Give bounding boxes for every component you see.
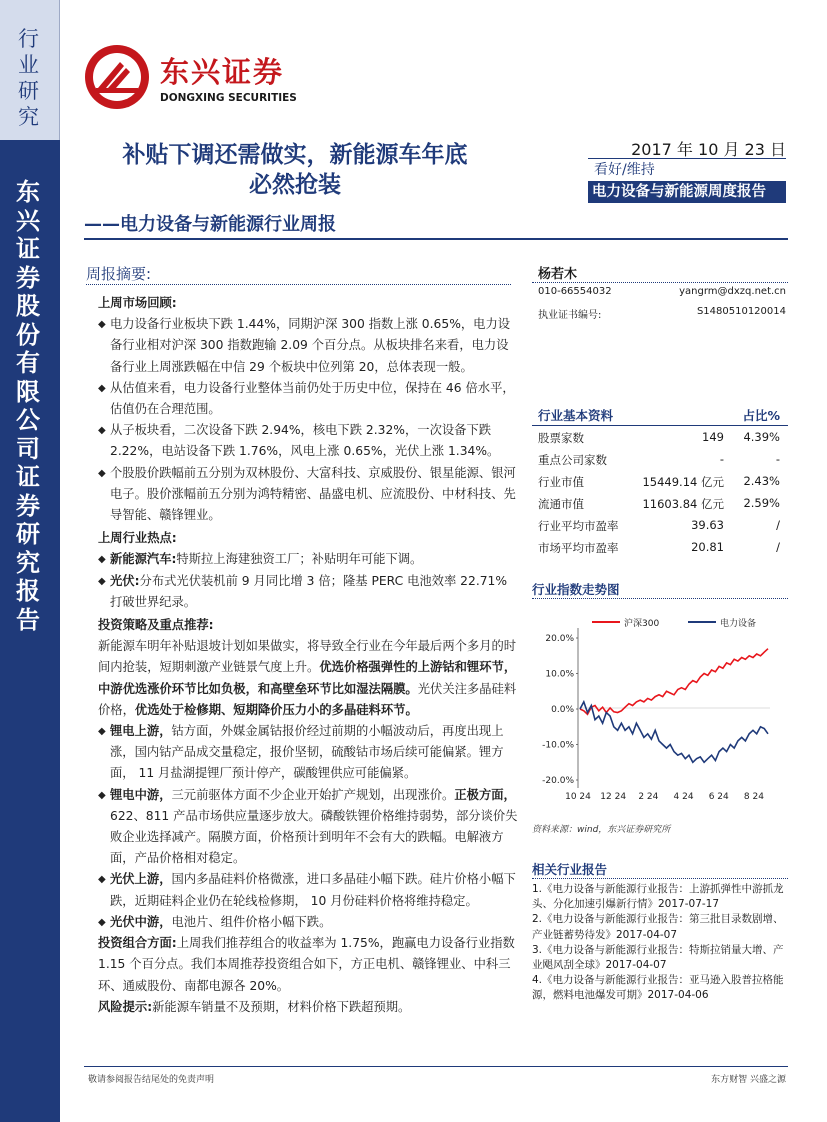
list-item: ◆ 光伏中游，电池片、组件价格小幅下跌。 — [98, 914, 332, 929]
sidebar-category — [0, 0, 60, 140]
report-type: 电力设备与新能源周度报告 — [588, 181, 786, 203]
list-item: ◆ 从估值来看，电力设备行业整体当前仍处于历史中位，保持在 46 倍水平，估值仍在合理范围。 — [98, 380, 515, 417]
table-row: 市场平均市盈率 20.81 / — [538, 540, 780, 555]
analyst-divider — [532, 282, 788, 283]
list-item[interactable]: 3.《电力设备与新能源行业报告：特斯拉销量大增、产业飓风刮全球》2017-04-07 — [532, 943, 784, 972]
report-date: 2017 年 10 月 23 日 — [631, 140, 786, 159]
summary-divider — [86, 284, 511, 285]
company-logo — [84, 44, 314, 110]
list-item: ◆ 光伏上游，国内多晶硅料价格微涨，进口多晶硅小幅下跌。硅片价格小幅下跌，近期硅料企业仍在轮线检修期， 10 月份硅料价格将维持稳定。 — [98, 872, 516, 908]
sidebar-company — [0, 140, 60, 1122]
strategy-title: 投资策略及重点推荐: — [98, 618, 214, 633]
industry-index-chart — [530, 608, 788, 804]
logo-name-cn: 东兴证券 — [160, 55, 285, 89]
list-item: ◆ 个股股价跌幅前五分别为双林股份、大富科技、京威股份、银星能源、银河电子。股价涨幅前五分别为鸿特精密、晶盛电机、应流股份、中材科技、先导智能、赣锋锂业。 — [98, 465, 516, 523]
summary-body — [98, 293, 518, 1018]
table-row: 行业市值 15449.14 亿元 2.43% — [538, 474, 780, 489]
report-subtitle: ——电力设备与新能源行业周报 — [84, 214, 336, 235]
category-label: 行业研究 — [18, 27, 39, 129]
title-line-1: 补贴下调还需做实，新能源车年底 — [122, 142, 468, 168]
footer-divider — [84, 1066, 788, 1067]
logo-name-en: DONGXING SECURITIES — [160, 92, 297, 104]
related-title: 相关行业报告 — [532, 862, 608, 877]
analyst-name: 杨若木 — [538, 267, 578, 282]
list-item: ◆ 锂电中游，三元前驱体方面不少企业开始扩产规划，出现涨价。正极方面， 622、811 产品市场供应量逐步放大。磷酸铁锂价格维持弱势，部分谈价失败企业选择减产。隔膜方面，价格预计到明年不会有大的跌幅。电解液方面，产品价格相对稳定。 — [98, 787, 518, 866]
y-tick-label: 0.0% — [551, 705, 574, 715]
industry-info-table — [532, 404, 788, 558]
risk-paragraph: 风险提示:新能源车销量不及预期，材料价格下跌超预期。 — [98, 999, 411, 1014]
title-divider — [84, 238, 788, 240]
analyst-email: yangrm@dxzq.net.cn — [679, 286, 786, 297]
pct-header: 占比% — [742, 408, 780, 423]
list-item: ◆ 锂电上游，钴方面，外媒金属钴报价经过前期的小幅波动后，再度出现上涨，国内钴产品成交量稳定，报价坚韧，硫酸钴市场后续可能偏紧。锂方面， 11 月盐湖提锂厂预计停产，碳酸锂供应可能偏紧。 — [98, 724, 504, 781]
cert-label: 执业证书编号: — [538, 310, 602, 321]
report-title — [70, 140, 520, 200]
table-row: 流通市值 11603.84 亿元 2.59% — [538, 496, 780, 511]
x-tick-label: 2 24 — [638, 792, 659, 802]
y-tick-label: -10.0% — [542, 740, 574, 751]
footer-slogan: 东方财智 兴盛之源 — [711, 1075, 786, 1085]
chart-source: 资料来源：wind，东兴证券研究所 — [532, 825, 671, 835]
legend-label: 电力设备 — [720, 619, 757, 629]
table-row: 股票家数 149 4.39% — [538, 430, 780, 445]
y-tick-label: 10.0% — [545, 669, 574, 680]
list-item[interactable]: 2.《电力设备与新能源行业报告：第三批目录数剧增、产业链蓄势待发》2017-04-07 — [532, 913, 784, 941]
table-row: 重点公司家数 - - — [538, 452, 780, 467]
x-tick-label: 6 24 — [708, 792, 729, 802]
table-row: 行业平均市盈率 39.63 / — [538, 518, 780, 533]
list-item: ◆ 光伏:分布式光伏装机前 9 月同比增 3 倍；隆基 PERC 电池效率 22.71% 打破世界纪录。 — [98, 573, 508, 609]
chart-section-title: 行业指数走势图 — [532, 582, 620, 597]
list-item[interactable]: 1.《电力设备与新能源行业报告：上游抓弹性中游抓龙头、分化加速引爆新行情》2017-07-17 — [532, 883, 784, 911]
x-tick-label: 12 24 — [600, 792, 627, 802]
x-tick-label: 10 24 — [565, 792, 591, 802]
logo-emblem-icon — [84, 44, 150, 110]
list-item[interactable]: 4.《电力设备与新能源行业报告：亚马逊入股普拉格能源，燃料电池爆发可期》2017-04-06 — [532, 974, 784, 1002]
portfolio-paragraph: 投资组合方面:上周我们推荐组合的收益率为 1.75%，跑赢电力设备行业指数 1.15 个百分点。我们本周推荐投资组合如下，方正电机、赣锋锂业、中科三环、通威股份、南都电源各 20%。 — [98, 936, 515, 993]
summary-heading: 周报摘要: — [86, 265, 152, 283]
y-tick-label: 20.0% — [545, 634, 574, 644]
company-label: 东兴证券股份有限公司证券研究报告 — [16, 178, 40, 634]
x-tick-label: 8 24 — [743, 792, 764, 802]
list-item: ◆ 新能源汽车:特斯拉上海建独资工厂；补贴明年可能下调。 — [98, 552, 423, 567]
table-header — [532, 404, 788, 426]
report-rating: 看好/维持 — [588, 158, 786, 180]
chart-section-divider — [532, 598, 788, 599]
x-tick-label: 4 24 — [673, 792, 694, 802]
title-line-2: 必然抢装 — [249, 172, 341, 198]
market-review-title: 上周市场回顾: — [98, 296, 177, 310]
footer-disclaimer: 敬请参阅报告结尾处的免责声明 — [88, 1075, 215, 1085]
cert-number: S1480510120014 — [696, 306, 786, 317]
table-title: 行业基本资料 — [538, 408, 614, 423]
related-divider — [532, 878, 788, 879]
list-item: ◆ 电力设备行业板块下跌 1.44%，同期沪深 300 指数上涨 0.65%，电力设备行业相对沪深 300 指数跑输 2.09 个百分点。从板块排名来看，电力设备行业上周涨跌幅在中信 29 个板块中位列第 20，总体表现一般。 — [98, 317, 511, 374]
analyst-phone: 010-66554032 — [538, 286, 612, 297]
strategy-paragraph: 新能源车明年补贴退坡计划如果做实，将导致全行业在今年最后两个多月的时间内抢装，短期刺激产业链景气度上升。优选价格强弹性的上游钴和锂环节，中游优选涨价环节比如负极，和高壁垒环节比如湿法隔膜。光伏关注多晶硅料价格，优选处于检修期、短期降价压力小的多晶硅料环节。 — [98, 639, 517, 717]
legend-label: 沪深300 — [624, 619, 660, 629]
series-line-hs300 — [580, 649, 768, 715]
y-tick-label: -20.0% — [542, 776, 574, 786]
list-item: ◆ 从子板块看，二次设备下跌 2.94%，核电下跌 2.32%，一次设备下跌 2.22%，电站设备下跌 1.76%，风电上涨 0.65%，光伏上涨 1.34%。 — [98, 423, 500, 459]
hotspots-title: 上周行业热点: — [98, 531, 177, 546]
related-reports — [532, 882, 788, 1004]
